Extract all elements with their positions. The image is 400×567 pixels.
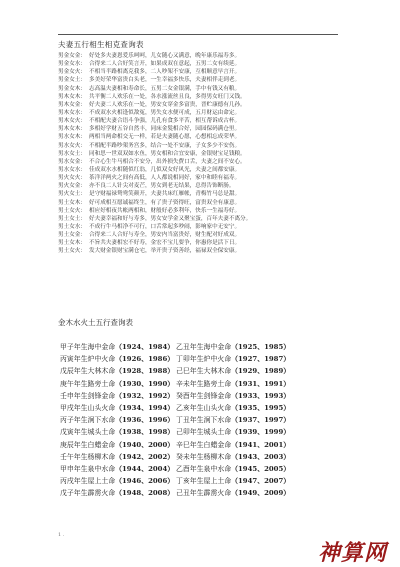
year-cell-right [176,441,290,449]
year-name-right: 辛未年生路旁土命 [176,379,232,388]
pair-text: 好夫妻二人欢乐在一处，男安女穿金多富贵，晋贮康德有几孙。 [89,101,246,108]
year-cell-right [176,367,290,375]
year-cell-right [176,404,290,412]
year-name-left: 甲子年生海中金命 [60,343,116,351]
year-cell-right [176,465,290,473]
pair-row [58,166,348,174]
pair-label: 男火女金： [58,183,86,190]
pair-label: 男木女火： [58,118,86,125]
year-row [60,414,340,426]
pair-label: 男土女金： [58,232,86,239]
year-range-right: （1941、2001） [231,440,291,449]
pair-text: 好夫妻幸福和好与寿多，男女安学金又聚宝蛋，百年夫妻不离分。 [89,215,252,222]
year-range-left: （1936、1996） [115,416,175,425]
top-rule [58,34,338,35]
pair-row [58,174,348,182]
pair-text: 发大财金银财宝满仓宅，举开贵子资善经，福禄双全保安康。 [89,248,241,255]
pair-row [58,199,348,207]
year-cell-left [60,365,176,377]
pair-row [58,150,348,158]
pair-label: 男土女木： [58,240,86,247]
year-cell-right [176,453,290,461]
pair-text: 志高温夫妻相和寿命长，五男二女金银满，手中有钱又有粮。 [89,85,241,92]
year-range-right: （1925、1985） [231,343,291,351]
pair-text: 不旨共夫妻相宏不好寿，金宏不宝儿要争，你惠你是活下日。 [89,240,241,247]
year-range-left: （1940、2000） [115,440,175,449]
year-row [60,451,340,463]
pair-label: 男土女木： [58,199,86,206]
year-name-right: 癸酉年生剑锋金命 [176,391,232,400]
year-range-right: （1939、1999） [231,428,291,437]
year-range-left: （1938、1998） [115,428,175,437]
pair-label: 男金女水： [58,61,86,68]
year-row [60,390,340,402]
pair-row [58,182,348,190]
year-name-right: 己丑年生霹雳火命 [176,489,232,498]
pair-row [58,52,348,60]
section2-title: 金木水火土五行查询表 [58,318,133,327]
year-row [60,475,340,487]
pair-text: 不成双水火相逢似敌冤，男失女水便可成，五月财运由命定。 [89,109,241,116]
pair-text: 不相当半路相离克我多，二人吵架不安康，互相顺意早言开。 [89,69,241,76]
year-name-left: 壬申年生剑锋金命 [60,391,116,400]
year-range-right: （1947、2007） [231,477,291,486]
year-range-left: （1930、1990） [115,379,175,388]
pair-label: 男土女火： [58,207,86,214]
pair-row [58,223,348,231]
year-cell-right [176,380,290,388]
year-range-right: （1945、2005） [231,464,291,473]
year-range-right: （1935、1995） [231,403,291,412]
year-name-left: 丙戌年生屋上土命 [60,477,116,486]
compatibility-table [58,52,348,256]
page-number: 1 . [58,532,65,538]
year-range-left: （1926、1986） [115,355,175,364]
year-row [60,365,340,377]
year-name-right: 乙酉年生泉中水命 [176,464,232,473]
pair-label: 男水女土： [58,150,86,157]
pair-row [58,207,348,215]
year-cell-left [60,353,176,365]
year-row [60,439,340,451]
year-range-left: （1924、1984） [115,343,175,351]
pair-row [58,109,348,117]
pair-row [58,247,348,255]
pair-label: 男水女火： [58,142,86,149]
year-range-left: （1946、2006） [115,477,175,486]
section1-title: 夫妻五行相生相克查询表 [58,40,144,49]
year-row [60,487,340,499]
year-name-right: 癸未年生杨柳木命 [176,452,232,461]
pair-label: 男金女金： [58,53,86,59]
pair-text: 合得来二人合好与寿全，男安内当富贵好，财生配对好成双。 [89,232,241,239]
pair-text: 多相好学财五谷自然丰，同床金髮相合好，园园保码满仓里。 [89,126,241,133]
year-name-left: 壬午年生杨柳木命 [60,452,116,461]
year-name-left: 戊子年生霹雳火命 [60,489,116,498]
year-range-right: （1933、1993） [231,391,291,400]
year-cell-left [60,402,176,414]
pair-label: 男金女火： [58,69,86,76]
pair-text: 茶洋洋两火之间有高低，人人都说相同好，家中和睦有福寿。 [89,175,241,182]
year-range-left: （1944、2004） [115,464,175,473]
pair-label: 男木女金： [58,101,86,108]
pair-text: 相应好相夜共帐两相和，财般好必多利年，快乐一生福寿好。 [89,207,241,214]
year-row [60,341,340,353]
pair-row [58,76,348,84]
year-row [60,353,340,365]
pair-row [58,93,348,101]
pair-text: 多美好荣华富贵白头老，一生幸福多快乐，夫妻相伴走到老。 [89,77,241,84]
year-name-right: 丁亥年生屋上土命 [176,477,232,486]
year-cell-left [60,475,176,487]
year-row [60,426,340,438]
pair-label: 男土女火： [58,248,86,255]
year-range-right: （1937、1997） [231,416,291,425]
year-row [60,402,340,414]
year-name-left: 戊寅年生城头土命 [60,428,116,437]
year-name-right: 丁丑年生涧下水命 [176,416,232,425]
pair-row [58,231,348,239]
pair-text: 共平衡二人欢乐在一处，各水涨流丝且良，多得男女旺门又钱。 [89,93,246,100]
pair-label: 男木女木： [58,93,86,100]
year-range-right: （1929、1989） [231,367,291,376]
year-range-left: （1932、1992） [115,391,175,400]
year-name-right: 乙丑年生海中金命 [176,343,232,351]
site-watermark-logo: 神算网 [318,541,388,566]
year-name-left: 丙寅年生炉中火命 [60,355,116,364]
year-cell-right [176,428,290,436]
year-cell-left [60,451,176,463]
year-range-right: （1943、2003） [231,452,291,461]
year-range-right: （1927、1987） [231,355,291,364]
year-name-left: 庚午年生路旁土命 [60,379,116,388]
pair-row [58,125,348,133]
pair-text: 两相当两命相交无一样，若是夫妻随心愿，心想相忘成荣华。 [89,134,241,141]
year-range-left: （1942、2002） [115,452,175,461]
pair-row [58,158,348,166]
pair-label: 男土女水： [58,223,86,230]
pair-text: 好处多夫妻恩爱乐呵呵，儿女随心又满意，晚年康乐福寿多。 [89,53,241,59]
pair-label: 男金女土： [58,77,86,84]
pair-row [58,239,348,247]
pair-row [58,117,348,125]
year-range-right: （1931、1991） [231,379,291,388]
pair-text: 不相配夫妻合语斗争强，儿孔有食多平苦，相互帮诉成古杯。 [89,118,241,125]
year-name-right: 己巳年生大林木命 [176,367,232,376]
pair-label: 男水女水： [58,166,86,173]
pair-text: 佳成双水水相随似红翁，几似双女好风光，夫妻之间都安康。 [89,166,241,173]
five-elements-year-table [60,341,340,499]
year-range-left: （1948、2008） [115,489,175,498]
pair-label: 男水女金： [58,158,86,165]
pair-label: 男木女水： [58,109,86,116]
year-name-right: 丁卯年生炉中火命 [176,355,232,364]
pair-row [58,215,348,223]
year-cell-left [60,378,176,390]
year-name-right: 乙亥年生山头火命 [176,403,232,412]
pair-label: 男金女木： [58,85,86,92]
year-cell-left [60,439,176,451]
year-cell-left [60,414,176,426]
pair-text: 不相配半路吵架务宫多，结合一处不安康，子女多少不安伤。 [89,142,241,149]
year-cell-left [60,390,176,402]
pair-row [58,133,348,141]
year-cell-left [60,463,176,475]
year-name-left: 甲戌年生山头火命 [60,403,116,412]
year-cell-right [176,392,290,400]
year-cell-right [176,416,290,424]
year-row [60,378,340,390]
pair-label: 男水女木： [58,134,86,141]
year-cell-left [60,487,176,499]
year-cell-right [176,343,290,351]
year-row [60,463,340,475]
pair-label: 男土女土： [58,215,86,222]
pair-row [58,142,348,150]
year-name-left: 甲申年生泉中水命 [60,464,116,473]
pair-text: 合得来二人合好笑言开，如果成双在意起，五男二女有续延。 [89,61,241,68]
pair-text: 是守财福禄鸳鸯笑颜开，夫妻共床红雁帐，青梅竹马总是甜。 [89,191,241,198]
pair-row [58,190,348,198]
pair-text: 不合心生牛马相合不安分，出外损失費口舌，夫妻之间不安心。 [89,158,246,165]
pair-text: 亦不良二人针尖对麦芒，男女到老无结果，总得告饰断肠。 [89,183,235,190]
year-range-right: （1949、2009） [231,489,291,498]
year-cell-left [60,426,176,438]
pair-text: 同和思一世双双如水鱼，男女相和合宜安康，金银财宝足钱粮。 [89,150,246,157]
pair-row [58,60,348,68]
year-range-left: （1934、1994） [115,403,175,412]
pair-row [58,68,348,76]
pair-text: 好可成相互愿诚福终生，有了贵子资得旺，富贵双全有康意。 [89,199,241,206]
year-cell-right [176,355,290,363]
year-cell-right [176,477,290,485]
year-name-right: 辛巳年生白蜡金命 [176,440,232,449]
year-name-left: 丙子年生涧下水命 [60,416,116,425]
pair-text: 不成行牛马相净不可行，口舌常起多吵闹，影响家中无安宁。 [89,223,241,230]
pair-row [58,101,348,109]
pair-row [58,85,348,93]
year-cell-right [176,489,290,497]
pair-label: 男火女火： [58,175,86,182]
pair-label: 男木女木： [58,126,86,133]
year-name-left: 庚辰年生白蜡金命 [60,440,116,449]
year-cell-left [60,341,176,353]
pair-label: 男火女土： [58,191,86,198]
year-name-right: 己卯年生城头土命 [176,428,232,437]
year-range-left: （1928、1988） [115,367,175,376]
year-name-left: 戊辰年生大林木命 [60,367,116,376]
